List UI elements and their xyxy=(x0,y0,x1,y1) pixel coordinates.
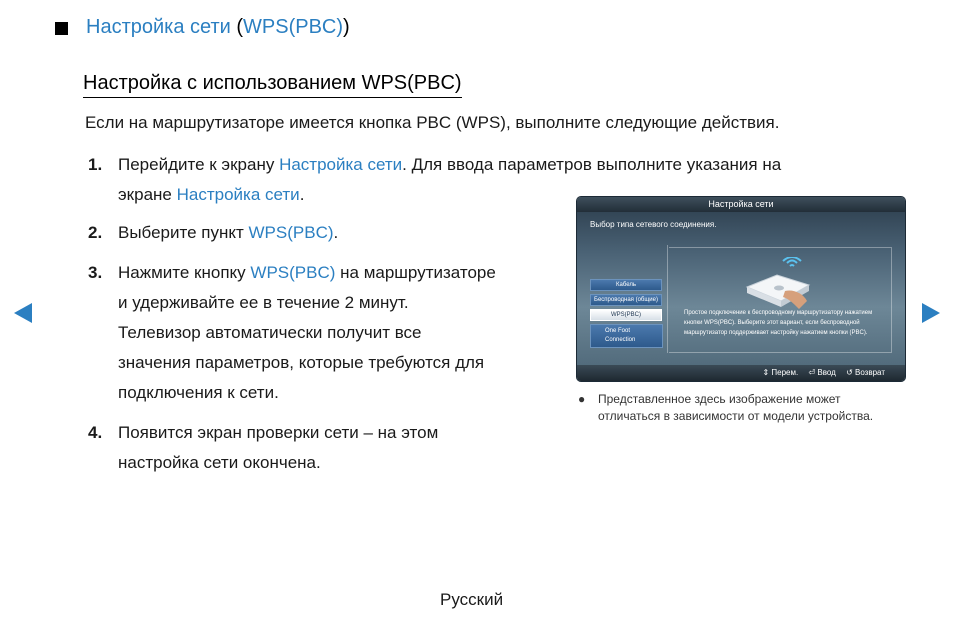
step-text: Перейдите к экрану xyxy=(118,155,280,174)
tv-footer xyxy=(577,365,905,381)
step-text: экране xyxy=(118,185,177,204)
tv-menu-item-cable: Кабель xyxy=(590,279,662,291)
step-text: настройка сети окончена. xyxy=(118,453,321,472)
tv-prompt: Выбор типа сетевого соединения. xyxy=(590,220,717,229)
tv-menu-item-one-foot-line2: Connection xyxy=(605,337,636,343)
tv-screenshot xyxy=(577,197,905,381)
step-text: подключения к сети. xyxy=(118,383,279,402)
tv-header: Настройка сети xyxy=(577,197,905,212)
tv-hint-move: ⇕ Перем. xyxy=(762,368,799,377)
step-text: Появится экран проверки сети – на этом xyxy=(118,423,439,442)
step-link-network-setup: Настройка сети xyxy=(176,185,300,204)
section-title-wps: WPS(PBC) xyxy=(243,16,344,38)
tv-menu-item-one-foot-line1: One Foot xyxy=(605,328,631,334)
tv-menu-item-wps: WPS(PBC) xyxy=(590,309,662,321)
step-text: Нажмите кнопку xyxy=(118,263,251,282)
section-title-main: Настройка сети xyxy=(86,16,231,38)
arrow-left-icon[interactable] xyxy=(14,303,32,323)
note-bullet-icon: ● xyxy=(578,392,586,406)
tv-menu-item-wireless: Беспроводная (общие) xyxy=(590,294,662,306)
tv-divider xyxy=(667,245,668,353)
tv-menu xyxy=(590,279,662,351)
step-number: 3. xyxy=(88,263,103,282)
step-link-network-setup: Настройка сети xyxy=(279,155,403,174)
step-text: Телевизор автоматически получит все xyxy=(118,323,422,342)
step-text: Выберите пункт xyxy=(118,223,249,242)
arrow-right-icon[interactable] xyxy=(922,303,940,323)
section-title-paren-close: ) xyxy=(343,16,350,38)
step-text: и удерживайте ее в течение 2 минут. xyxy=(118,293,409,312)
step-number: 4. xyxy=(88,423,103,442)
tv-menu-item-one-foot xyxy=(590,324,663,348)
step-text: . xyxy=(333,223,339,242)
note-text: Представленное здесь изображение может отличаться в зависимости от модели устройства. xyxy=(598,392,874,423)
step-text: . Для ввода параметров выполните указания на xyxy=(402,155,782,174)
step-text: . xyxy=(299,185,305,204)
step-text: значения параметров, которые требуются для xyxy=(118,353,485,372)
section-title-paren-open: ( xyxy=(230,16,244,38)
tv-hint-enter: ⏎ Ввод xyxy=(808,368,836,377)
section-title xyxy=(86,16,350,39)
square-bullet-icon xyxy=(55,22,68,35)
page-language: Русский xyxy=(440,590,504,609)
intro-text: Если на маршрутизаторе имеется кнопка PBC (WPS), выполните следующие действия. xyxy=(85,113,780,132)
tv-description: Простое подключение к беспроводному маршрутизатору нажатием кнопки WPS(PBC). Выберите этот вариант, если беспроводной маршрутизатор поддерживает настройку нажатием кнопки (PBC). xyxy=(684,310,873,336)
tv-hint-return: ↺ Возврат xyxy=(846,368,885,377)
step-link-wps: WPS(PBC) xyxy=(250,263,336,282)
subheading: Настройка с использованием WPS(PBC) xyxy=(83,72,462,98)
step-number: 2. xyxy=(88,223,103,242)
step-number: 1. xyxy=(88,155,103,174)
step-text: на маршрутизаторе xyxy=(335,263,496,282)
router-icon xyxy=(737,257,817,313)
step-link-wps: WPS(PBC) xyxy=(248,223,334,242)
